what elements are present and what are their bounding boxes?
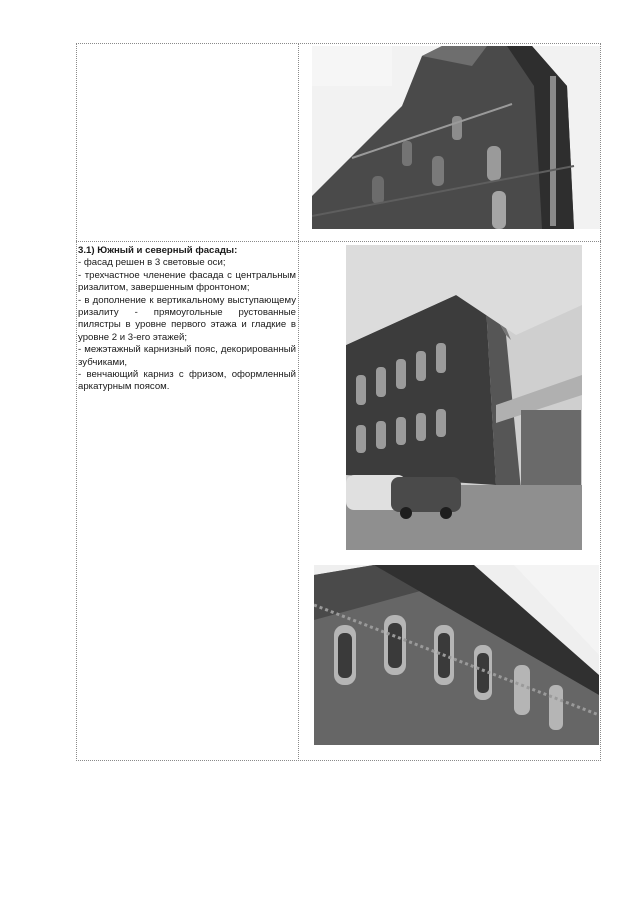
table-border-right: [600, 43, 601, 761]
table-border-bottom: [76, 760, 601, 761]
table-border-top: [76, 43, 601, 44]
list-item: - венчающий карниз с фризом, оформленный аркатурным поясом.: [78, 369, 296, 393]
section-heading: 3.1) Южный и северный фасады:: [78, 245, 238, 256]
document-table: [76, 43, 601, 761]
list-item: - в дополнение к вертикальному выступающему ризалиту - прямоугольные рустованные пилястры в уровне первого этажа и гладкие в уровне 2 и 3-его этажей;: [78, 294, 296, 343]
list-item: - межэтажный карнизный пояс, декорированный зубчиками,: [78, 344, 296, 368]
list-item: - трехчастное членение фасада с центральным ризалитом, завершенным фронтоном;: [78, 269, 296, 294]
table-column-divider: [298, 43, 299, 761]
photo-building-street: [346, 245, 582, 550]
list-item: - фасад решен в 3 световые оси;: [78, 257, 226, 269]
facade-description: [78, 245, 296, 394]
table-border-left: [76, 43, 77, 761]
photo-building-corner-top: [312, 46, 600, 229]
photo-cornice-detail: [314, 565, 599, 745]
table-row-divider: [76, 241, 601, 242]
